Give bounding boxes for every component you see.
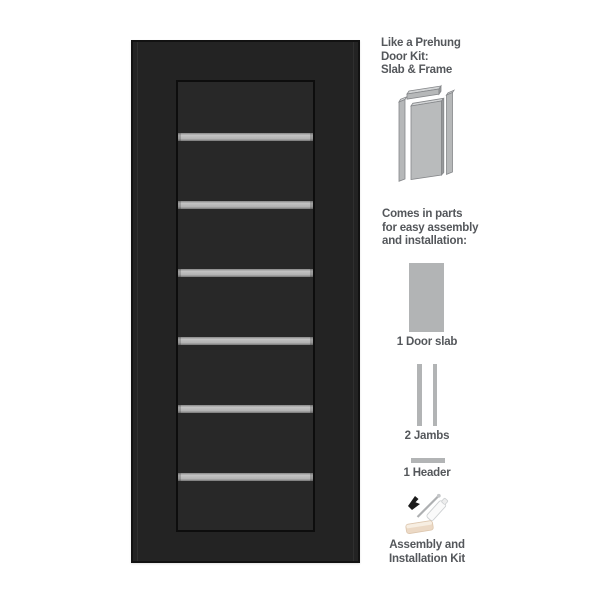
heading-line: Door Kit: (381, 50, 429, 63)
jambs-graphic (381, 364, 473, 426)
shim-icon (405, 520, 433, 534)
iso-left-jamb (399, 97, 407, 182)
tube-icon (426, 497, 449, 522)
glass-insert (178, 473, 313, 481)
glass-insert (178, 269, 313, 277)
jamb-bar (433, 364, 438, 426)
jambs-label: 2 Jambs (404, 430, 450, 442)
heading-line: Comes in parts (382, 208, 463, 220)
glass-insert (178, 337, 313, 345)
kit-label-line: Assembly and (389, 539, 465, 551)
hinge-icon (408, 496, 420, 510)
prehung-kit-heading (381, 37, 461, 78)
glass-insert (178, 201, 313, 209)
heading-line: for easy assembly (382, 221, 479, 234)
heading-line: Slab & Frame (381, 64, 453, 76)
door-image (131, 40, 360, 563)
iso-right-jamb (447, 90, 455, 174)
door-left-edge-bevel (137, 42, 138, 561)
heading-line: and installation: (382, 235, 467, 247)
door-slab-graphic (409, 263, 444, 332)
installation-kit-label (381, 539, 473, 566)
jamb-bar (417, 364, 422, 426)
door-panel-area (176, 80, 315, 532)
heading-line: Like a Prehung (381, 37, 461, 49)
header-label: 1 Header (403, 467, 451, 479)
installation-kit-illustration (402, 491, 456, 537)
kit-label-line: Installation Kit (388, 552, 466, 565)
slab-and-frame-illustration (394, 82, 458, 186)
door-slab-label: 1 Door slab (396, 336, 458, 348)
iso-header (407, 86, 441, 99)
glass-insert (178, 405, 313, 413)
iso-door-slab (411, 98, 444, 179)
parts-heading (382, 208, 478, 249)
glass-insert (178, 133, 313, 141)
door-right-edge-bevel (353, 42, 354, 561)
header-graphic (411, 458, 445, 463)
